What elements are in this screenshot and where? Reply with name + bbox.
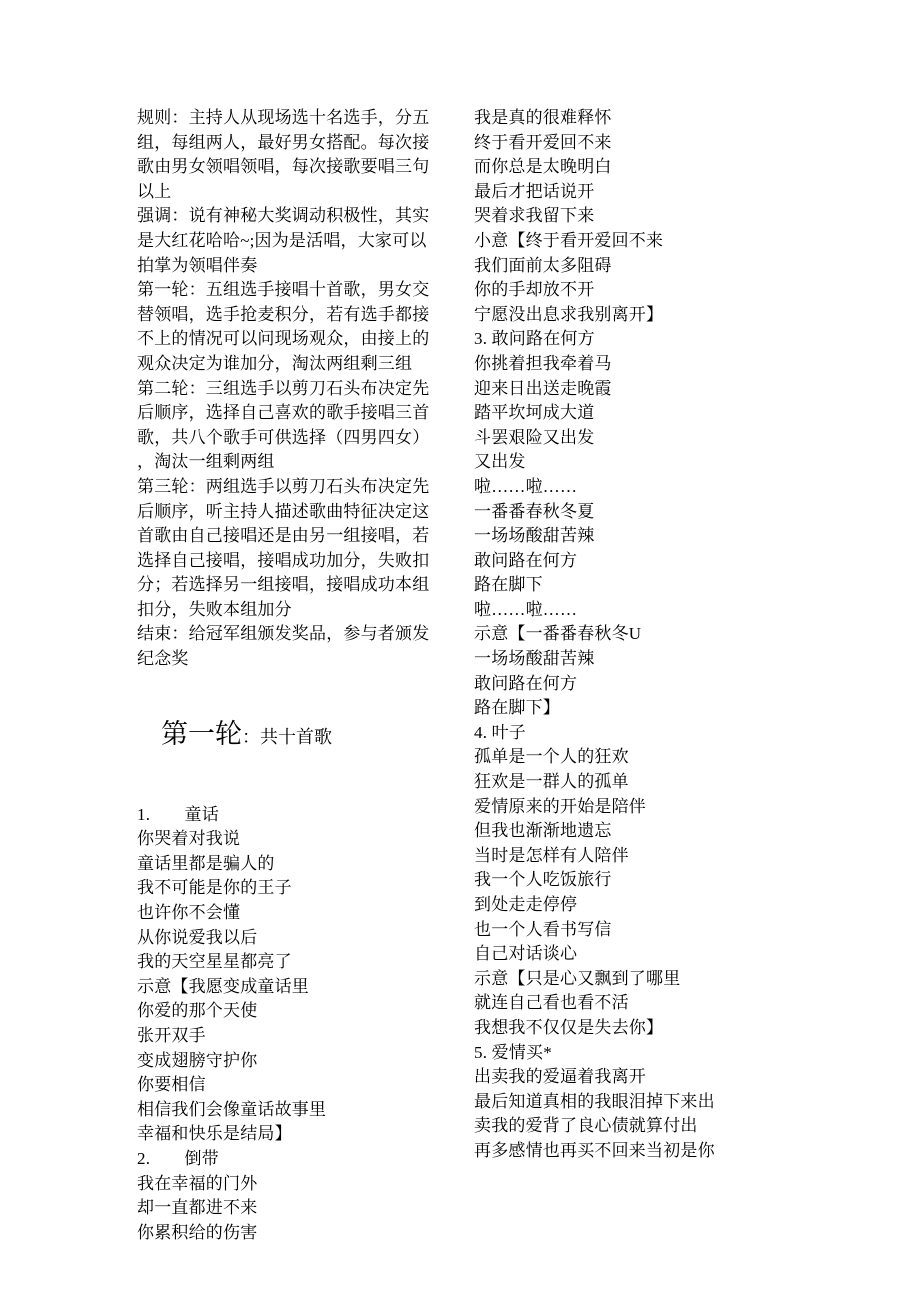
text-line: 结束：给冠军组颁发奖品，参与者颁发 xyxy=(137,624,430,644)
text-line: 也一个人看书写信 xyxy=(474,919,612,939)
right-column xyxy=(474,106,819,1164)
text-line: 后顺序，选择自己喜欢的歌手接唱三首 xyxy=(137,403,430,423)
text-line: 相信我们会像童话故事里 xyxy=(137,1099,327,1119)
text-line: 强调：说有神秘大奖调动积极性，其实 xyxy=(137,206,430,226)
text-line: 终于看开爱回不来 xyxy=(474,132,612,152)
text-line: 你哭着对我说 xyxy=(137,829,241,849)
text-line: 孤单是一个人的狂欢 xyxy=(474,747,629,767)
text-line: 你的手却放不开 xyxy=(474,280,595,300)
text-line: 第三轮：两组选手以剪刀石头布决定先 xyxy=(137,476,430,496)
text-line: 组，每组两人，最好男女搭配。每次接 xyxy=(137,132,430,152)
text-line: 一场场酸甜苦辣 xyxy=(474,649,595,669)
text-line: 却一直都进不来 xyxy=(137,1198,258,1218)
text-line: 你要相信 xyxy=(137,1075,206,1095)
text-line: 路在脚下 xyxy=(474,575,543,595)
text-line: 1. 童话 xyxy=(137,804,219,824)
text-line: 示意【一番番春秋冬U xyxy=(474,624,642,644)
text-line: 你累积给的伤害 xyxy=(137,1222,258,1242)
text-line: 敢问路在何方 xyxy=(474,673,578,693)
text-line: 迎来日出送走晚霞 xyxy=(474,378,612,398)
text-line: 童话里都是骗人的 xyxy=(137,853,275,873)
text-line: 2. 倒带 xyxy=(137,1148,219,1168)
text-line: 狂欢是一群人的孤单 xyxy=(474,772,629,792)
text-line: 自己对话谈心 xyxy=(474,944,578,964)
text-line: 啦……啦…… xyxy=(474,476,578,496)
text-line: 最后才把话说开 xyxy=(474,181,595,201)
text-line: 扣分，失败本组加分 xyxy=(137,599,292,619)
text-line: 但我也渐渐地遗忘 xyxy=(474,821,612,841)
text-line: 歌由男女领唱领唱，每次接歌要唱三句 xyxy=(137,157,430,177)
text-line: 爱情原来的开始是陪伴 xyxy=(474,796,646,816)
text-line: 拍掌为领唱伴奏 xyxy=(137,255,258,275)
text-line: 以上 xyxy=(137,181,172,201)
text-line: 张开双手 xyxy=(137,1026,206,1045)
text-line: 再多感情也再买不回来当初是你 xyxy=(474,1140,715,1160)
text-line: 3. 敢问路在何方 xyxy=(474,329,595,349)
text-line: 歌，共八个歌手可供选择（四男四女） xyxy=(137,427,430,447)
text-line: 5. 爱情买* xyxy=(474,1042,552,1062)
rules-section xyxy=(137,106,467,672)
text-line: 幸福和快乐是结局】 xyxy=(137,1124,292,1144)
text-line: 我不可能是你的王子 xyxy=(137,878,292,898)
text-line: 替领唱，选手抢麦积分，若有选手都接 xyxy=(137,304,430,324)
text-line: 我想我不仅仅是失去你】 xyxy=(474,1017,664,1037)
text-line: 小意【终于看开爱回不来 xyxy=(474,230,664,250)
songs-section-left xyxy=(137,803,467,1246)
text-line: 我们面前太多阻碍 xyxy=(474,255,612,275)
text-line: 4. 叶子 xyxy=(474,722,526,742)
text-line: 不上的情况可以问现场观众，由接上的 xyxy=(137,329,430,349)
text-line: 出卖我的爱逼着我离开 xyxy=(474,1067,646,1087)
text-line: 纪念奖 xyxy=(137,649,189,669)
text-line: 一场场酸甜苦辣 xyxy=(474,526,595,546)
round-one-heading-large: 第一轮 xyxy=(161,718,242,749)
songs-section-right xyxy=(474,106,819,1164)
text-line: 路在脚下】 xyxy=(474,698,560,718)
text-line: 卖我的爱背了良心债就算付出 xyxy=(474,1116,698,1136)
text-line: 我是真的很难释怀 xyxy=(474,108,612,127)
text-line: 斗罢艰险又出发 xyxy=(474,427,595,447)
text-line: 我在幸福的门外 xyxy=(137,1173,258,1193)
text-line: 选择自己接唱，接唱成功加分，失败扣 xyxy=(137,550,430,570)
text-line: ，淘汰一组剩两组 xyxy=(137,452,275,472)
text-line: 首歌由自己接唱还是由另一组接唱，若 xyxy=(137,526,430,546)
text-line: 就连自己看也看不活 xyxy=(474,993,629,1013)
text-line: 宁愿没出息求我别离开】 xyxy=(474,304,664,324)
text-line: 后顺序，听主持人描述歌曲特征决定这 xyxy=(137,501,430,521)
text-line: 到处走走停停 xyxy=(474,895,578,914)
text-line: 分；若选择另一组接唱，接唱成功本组 xyxy=(137,575,430,595)
text-line: 而你总是太晚明白 xyxy=(474,157,612,177)
text-line: 我一个人吃饭旅行 xyxy=(474,870,612,890)
text-line: 又出发 xyxy=(474,452,526,472)
left-column xyxy=(137,106,467,1245)
text-line: 你爱的那个天使 xyxy=(137,1001,258,1021)
text-line: 示意【我愿变成童话里 xyxy=(137,976,309,996)
text-line: 踏平坎坷成大道 xyxy=(474,403,595,423)
text-line: 从你说爱我以后 xyxy=(137,927,258,947)
round-one-heading xyxy=(137,672,467,803)
text-line: 我的天空星星都亮了 xyxy=(137,952,292,972)
text-line: 最后知道真相的我眼泪掉下来出 xyxy=(474,1091,715,1111)
text-line: 当时是怎样有人陪伴 xyxy=(474,845,629,865)
text-line: 你挑着担我牵着马 xyxy=(474,353,612,373)
text-line: 观众决定为谁加分，淘汰两组剩三组 xyxy=(137,353,413,373)
text-line: 敢问路在何方 xyxy=(474,550,578,570)
round-one-heading-small: ：共十首歌 xyxy=(242,726,332,747)
text-line: 一番番春秋冬夏 xyxy=(474,501,595,521)
text-line: 第二轮：三组选手以剪刀石头布决定先 xyxy=(137,378,430,398)
text-line: 第一轮：五组选手接唱十首歌，男女交 xyxy=(137,280,430,300)
text-line: 规则：主持人从现场选十名选手，分五 xyxy=(137,108,430,127)
text-line: 也许你不会懂 xyxy=(137,903,241,923)
text-line: 啦……啦…… xyxy=(474,599,578,619)
text-line: 示意【只是心又飘到了哪里 xyxy=(474,968,681,988)
text-line: 变成翅膀守护你 xyxy=(137,1050,258,1070)
text-line: 是大红花哈哈~;因为是活唱，大家可以 xyxy=(137,230,427,250)
text-line: 哭着求我留下来 xyxy=(474,206,595,226)
